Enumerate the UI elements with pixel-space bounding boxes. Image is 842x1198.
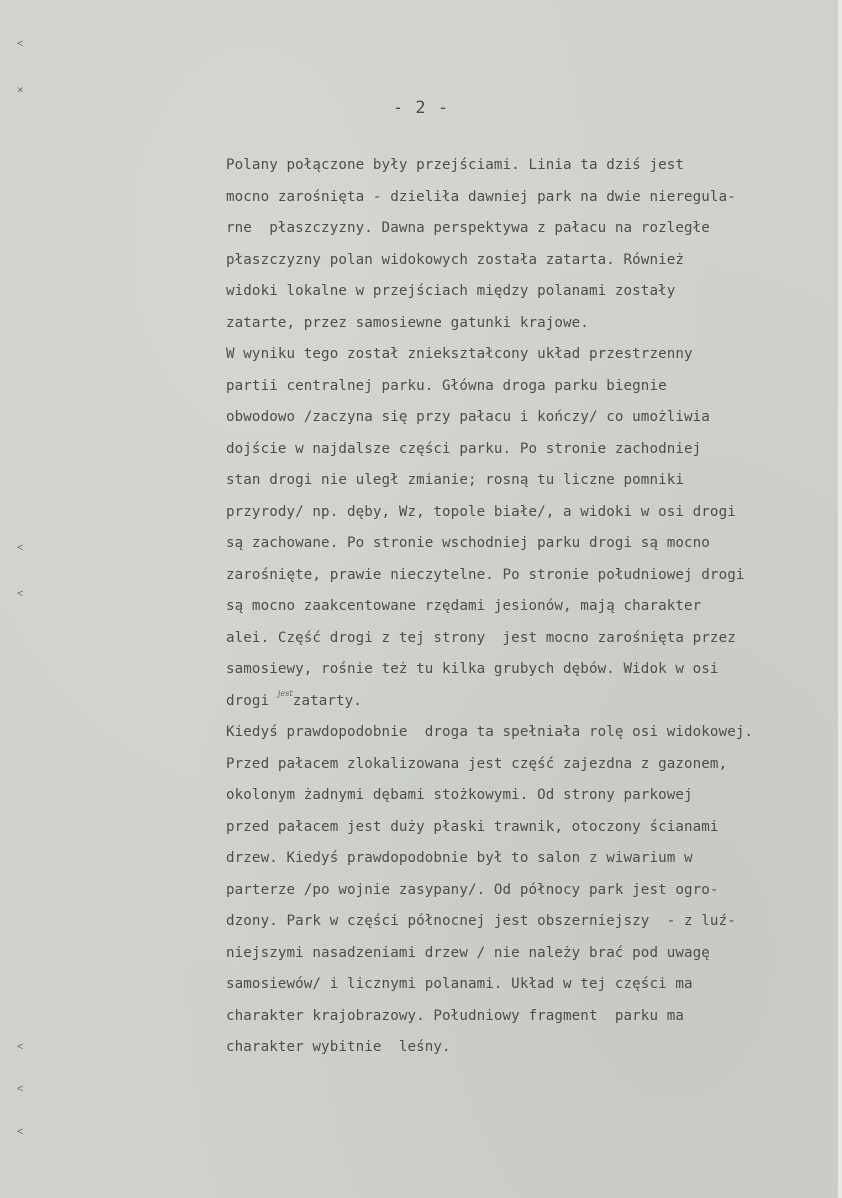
page-number: - 2 - <box>392 98 450 118</box>
text-line: samosiewów/ i licznymi polanami. Układ w tej części ma <box>226 976 693 992</box>
text-line: dzony. Park w części północnej jest obszerniejszy - z luź- <box>226 913 736 929</box>
handwritten-insertion: jest <box>277 688 293 698</box>
text-line: przed pałacem jest duży płaski trawnik, otoczony ścianami <box>226 818 719 835</box>
text-line: W wyniku tego został zniekształcony układ przestrzenny <box>226 346 693 362</box>
text-line: Kiedyś prawdopodobnie droga ta spełniała rolę osi widokowej. <box>226 724 754 740</box>
margin-mark: ˂ <box>17 1125 24 1138</box>
text-line: Polany połączone były przejściami. Linia ta dziś jest <box>226 157 685 173</box>
margin-mark: ˂ <box>17 541 24 554</box>
text-line: alei. Część drogi z tej strony jest mocno zarośnięta przez <box>226 629 736 646</box>
typewritten-text <box>226 150 832 1064</box>
text-line: stan drogi nie uległ zmianie; rosną tu liczne pomniki <box>226 472 685 488</box>
text-fragment: zatarty. <box>292 692 362 709</box>
text-line: są mocno zaakcentowane rzędami jesionów, mają charakter <box>226 598 702 614</box>
text-line: parterze /po wojnie zasypany/. Od północy park jest ogro- <box>226 881 719 898</box>
text-line: przyrody/ np. dęby, Wz, topole białe/, a widoki w osi drogi <box>226 503 736 520</box>
text-line: dojście w najdalsze części parku. Po stronie zachodniej <box>226 440 702 457</box>
text-line: zatarte, przez samosiewne gatunki krajowe. <box>226 314 589 331</box>
margin-mark: × <box>17 83 24 96</box>
text-line: rne płaszczyzny. Dawna perspektywa z pałacu na rozległe <box>226 220 710 236</box>
text-line: obwodowo /zaczyna się przy pałacu i kończy/ co umożliwia <box>226 409 710 425</box>
text-line: charakter wybitnie leśny. <box>226 1039 451 1055</box>
text-line: mocno zarośnięta - dzieliła dawniej park na dwie nieregula- <box>226 188 736 205</box>
text-line: charakter krajobrazowy. Południowy fragment parku ma <box>226 1007 685 1024</box>
text-line: zarośnięte, prawie nieczytelne. Po stronie południowej drogi <box>226 566 745 583</box>
text-line: okolonym żadnymi dębami stożkowymi. Od strony parkowej <box>226 787 693 803</box>
text-line: drzew. Kiedyś prawdopodobnie był to salon z wiwarium w <box>226 850 693 866</box>
text-line: partii centralnej parku. Główna droga parku biegnie <box>226 377 667 394</box>
margin-mark: ˂ <box>17 1040 24 1053</box>
text-line: samosiewy, rośnie też tu kilka grubych dębów. Widok w osi <box>226 661 719 677</box>
text-line: Przed pałacem zlokalizowana jest część zajezdna z gazonem, <box>226 755 728 772</box>
text-line: płaszczyzny polan widokowych została zatarta. Również <box>226 251 685 268</box>
page-edge <box>838 0 842 1198</box>
margin-mark: ˂ <box>17 587 24 600</box>
margin-mark: ˂ <box>17 37 24 50</box>
text-line: są zachowane. Po stronie wschodniej parku drogi są mocno <box>226 535 710 551</box>
text-line-with-annotation <box>226 686 832 718</box>
text-line: niejszymi nasadzeniami drzew / nie należy brać pod uwagę <box>226 944 710 961</box>
text-line: widoki lokalne w przejściach między polanami zostały <box>226 283 676 299</box>
margin-mark: ˂ <box>17 1082 24 1095</box>
text-fragment: drogi <box>226 692 278 709</box>
